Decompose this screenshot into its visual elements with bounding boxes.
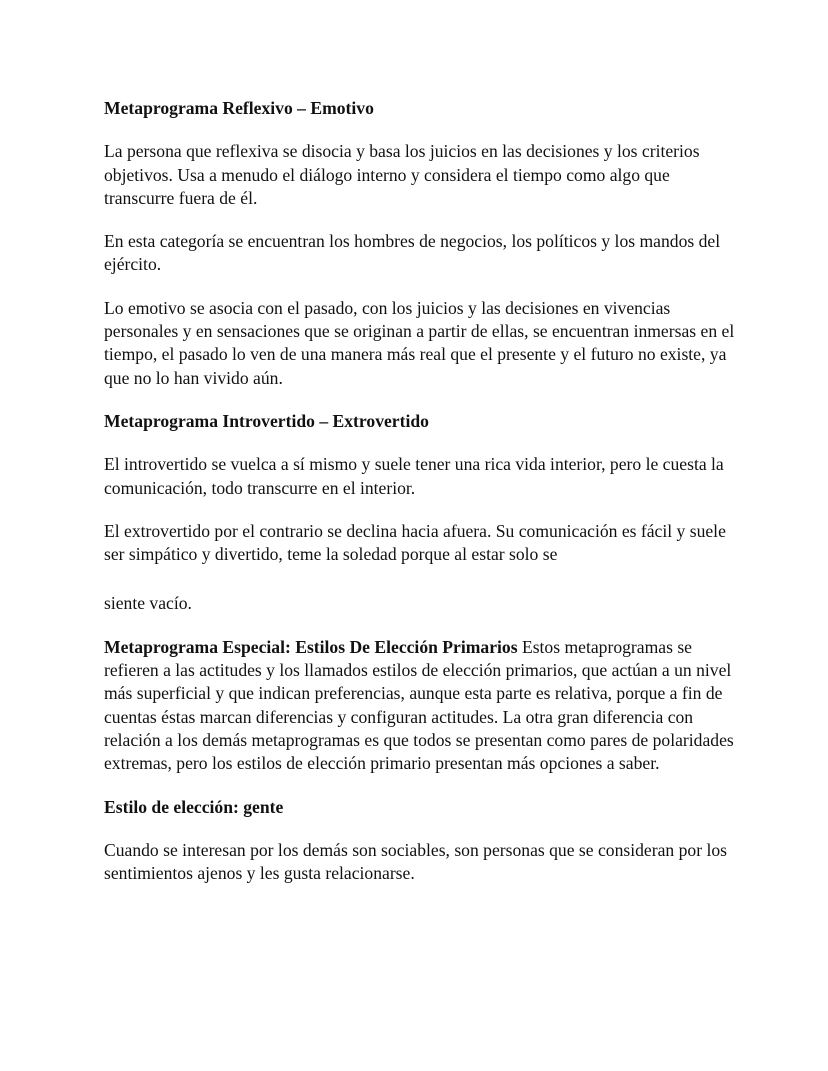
paragraph-reflexivo-3: Lo emotivo se asocia con el pasado, con los juicios y las decisiones en vivencias personales y en sensaciones que se originan a partir de ellas, se encuentran inmersas en el tiempo, el pasado lo ven de una manera más real que el presente y el futuro no existe, ya que no lo han vivido aún. — [104, 297, 735, 388]
section-heading-introvertido: Metaprograma Introvertido – Extrovertido — [104, 410, 429, 431]
paragraph-gente-1: Cuando se interesan por los demás son sociables, son personas que se consideran por los sentimientos ajenos y les gusta relacionarse. — [104, 839, 727, 884]
section-heading-especial: Metaprograma Especial: Estilos De Elección Primarios — [104, 636, 518, 657]
document-page — [104, 97, 744, 885]
paragraph-especial-body: Estos metaprogramas se refieren a las actitudes y los llamados estilos de elección primarios, que actúan a un nivel más superficial y que indican preferencias, aunque esta parte es relativa, porque a fin de cuentas éstas marcan diferencias y configuran actitudes. La otra gran diferencia con relación a los demás metaprogramas es que todos se presentan como pares de polaridades extremas, pero los estilos de elección primario presentan más opciones a saber. — [104, 636, 734, 774]
paragraph-reflexivo-1: La persona que reflexiva se disocia y basa los juicios en las decisiones y los criterios objetivos. Usa a menudo el diálogo interno y considera el tiempo como algo que transcurre fuera de él. — [104, 141, 700, 208]
paragraph-introvertido-3: siente vacío. — [104, 593, 192, 614]
section-heading-reflexivo: Metaprograma Reflexivo – Emotivo — [104, 98, 374, 118]
paragraph-especial — [104, 636, 744, 776]
paragraph-reflexivo-2: En esta categoría se encuentran los hombres de negocios, los políticos y los mandos del ejército. — [104, 231, 721, 275]
paragraph-introvertido-1: El introvertido se vuelca a sí mismo y suele tener una rica vida interior, pero le cuesta la comunicación, todo transcurre en el interior. — [104, 454, 724, 498]
section-heading-gente: Estilo de elección: gente — [104, 796, 284, 817]
paragraph-introvertido-2: El extrovertido por el contrario se declina hacia afuera. Su comunicación es fácil y suele ser simpático y divertido, teme la soledad porque al estar solo se — [104, 520, 726, 565]
